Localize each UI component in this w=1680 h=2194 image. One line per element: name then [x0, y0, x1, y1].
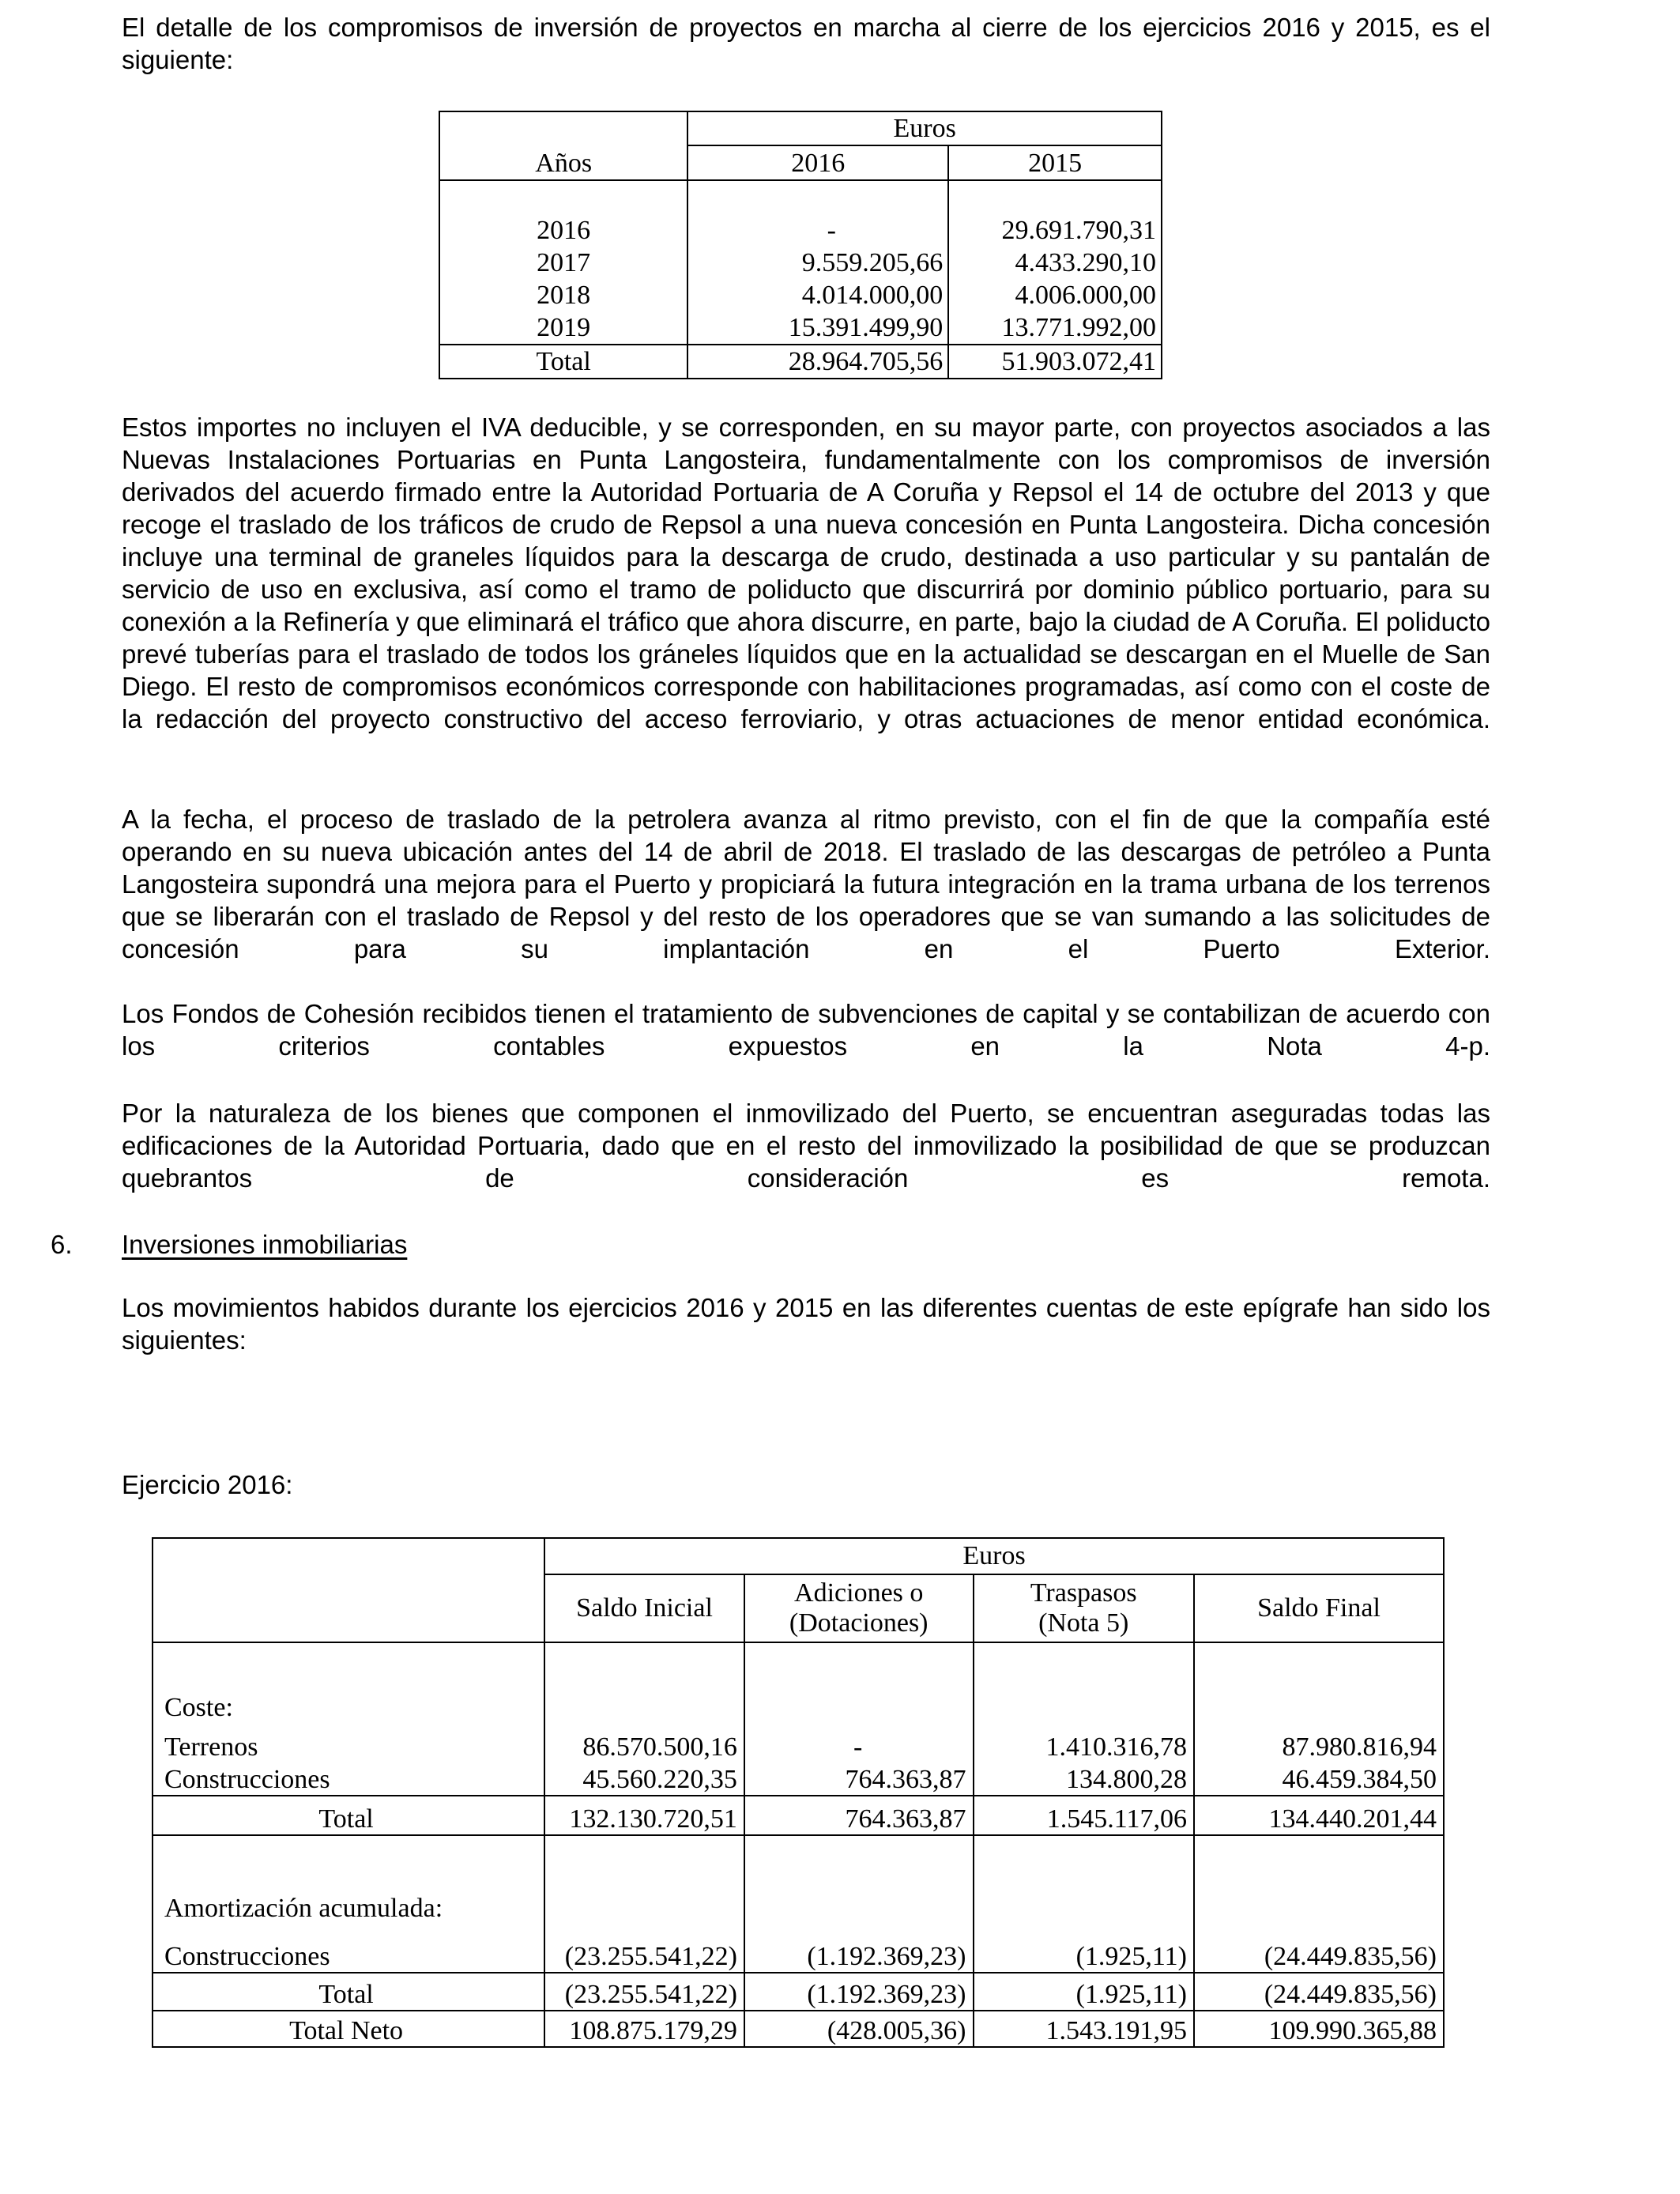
traspasos-header: Traspasos (Nota 5) [974, 1574, 1194, 1642]
currency-header: Euros [687, 111, 1162, 145]
col-2016-header: 2016 [687, 145, 948, 180]
table-row: Construcciones (23.255.541,22) (1.192.369,23) (1.925,11) (24.449.835,56) [153, 1925, 1444, 1973]
adiciones-header: Adiciones o (Dotaciones) [744, 1574, 974, 1642]
table-row: 2019 15.391.499,90 13.771.992,00 [439, 311, 1162, 345]
table-header-row [439, 111, 1162, 145]
exercise-label: Ejercicio 2016: [122, 1470, 293, 1499]
saldo-inicial-header: Saldo Inicial [544, 1574, 744, 1642]
table-row: Construcciones 45.560.220,35 764.363,87 134.800,28 46.459.384,50 [153, 1762, 1444, 1796]
paragraph: A la fecha, el proceso de traslado de la petrolera avanza al ritmo previsto, con el fin de que la compañía esté operando en su nueva ubicación antes del 14 de abril de 2018. El traslado de las descargas de petróleo a Punta Langosteira supondrá una mejora para el Puerto y propiciará la futura integración en la trama urbana de los terrenos que se liberarán con el traslado de Repsol y del resto de los operadores que se van sumando a las solicitudes de concesión para su implantación en el Puerto Exterior. [122, 805, 1490, 963]
section-title: Inversiones inmobiliarias [122, 1230, 408, 1259]
total-row: Total 132.130.720,51 764.363,87 1.545.117,06 134.440.201,44 [153, 1796, 1444, 1835]
movements-table [152, 1537, 1445, 2048]
saldo-final-header: Saldo Final [1194, 1574, 1444, 1642]
total-neto-row: Total Neto 108.875.179,29 (428.005,36) 1.543.191,95 109.990.365,88 [153, 2011, 1444, 2047]
years-header: Años [439, 145, 687, 180]
paragraph: Estos importes no incluyen el IVA deducible, y se corresponden, en su mayor parte, con proyectos asociados a las Nuevas Instalaciones Portuarias en Punta Langosteira, fundamentalmente con los compromisos de inversión derivados del acuerdo firmado entre la Autoridad Portuaria de A Coruña y Repsol el 14 de octubre del 2013 y que recoge el traslado de los tráficos de crudo de Repsol a una nueva concesión en Punta Langosteira. Dicha concesión incluye una terminal de graneles líquidos para la descarga de crudo, destinada a uso particular y su pantalán de servicio de uso en exclusiva, así como el tramo de poliducto que discurrirá por dominio público portuario, para su conexión a la Refinería y que eliminará el tráfico que ahora discurre, en parte, bajo la ciudad de A Coruña. El poliducto prevé tuberías para el traslado de todos los gráneles líquidos que en la actualidad se descargan en el Muelle de San Diego. El resto de compromisos económicos corresponde con habilitaciones programadas, así como con el coste de la redacción del proyecto constructivo del acceso ferroviario, y otras actuaciones de menor entidad económica. [122, 413, 1490, 733]
coste-label: Coste: [153, 1642, 544, 1725]
table-header-row [153, 1538, 1444, 1574]
amortizacion-label: Amortización acumulada: [164, 1894, 443, 1923]
table-header-row [439, 145, 1162, 180]
commitments-table [439, 111, 1162, 379]
total-row: Total (23.255.541,22) (1.192.369,23) (1.925,11) (24.449.835,56) [153, 1973, 1444, 2011]
table-row: 2018 4.014.000,00 4.006.000,00 [439, 279, 1162, 311]
currency-header: Euros [544, 1538, 1444, 1574]
total-row: Total 28.964.705,56 51.903.072,41 [439, 345, 1162, 379]
col-2015-header: 2015 [948, 145, 1162, 180]
paragraph: Los Fondos de Cohesión recibidos tienen el tratamiento de subvenciones de capital y se contabilizan de acuerdo con los criterios contables expuestos en la Nota 4-p. [122, 999, 1490, 1061]
intro-paragraph: El detalle de los compromisos de inversión de proyectos en marcha al cierre de los ejercicios 2016 y 2015, es el siguiente: [122, 13, 1490, 74]
table-row: Terrenos 86.570.500,16 - 1.410.316,78 87.980.816,94 [153, 1725, 1444, 1762]
table-row: 2016 - 29.691.790,31 [439, 214, 1162, 247]
section-number: 6. [51, 1230, 73, 1259]
paragraph: Por la naturaleza de los bienes que componen el inmovilizado del Puerto, se encuentran aseguradas todas las edificaciones de la Autoridad Portuaria, dado que en el resto del inmovilizado la posibilidad de que se produzcan quebrantos de consideración es remota. [122, 1099, 1490, 1193]
section-intro: Los movimientos habidos durante los ejercicios 2016 y 2015 en las diferentes cuentas de este epígrafe han sido los siguientes: [122, 1293, 1490, 1355]
table-row: 2017 9.559.205,66 4.433.290,10 [439, 247, 1162, 279]
